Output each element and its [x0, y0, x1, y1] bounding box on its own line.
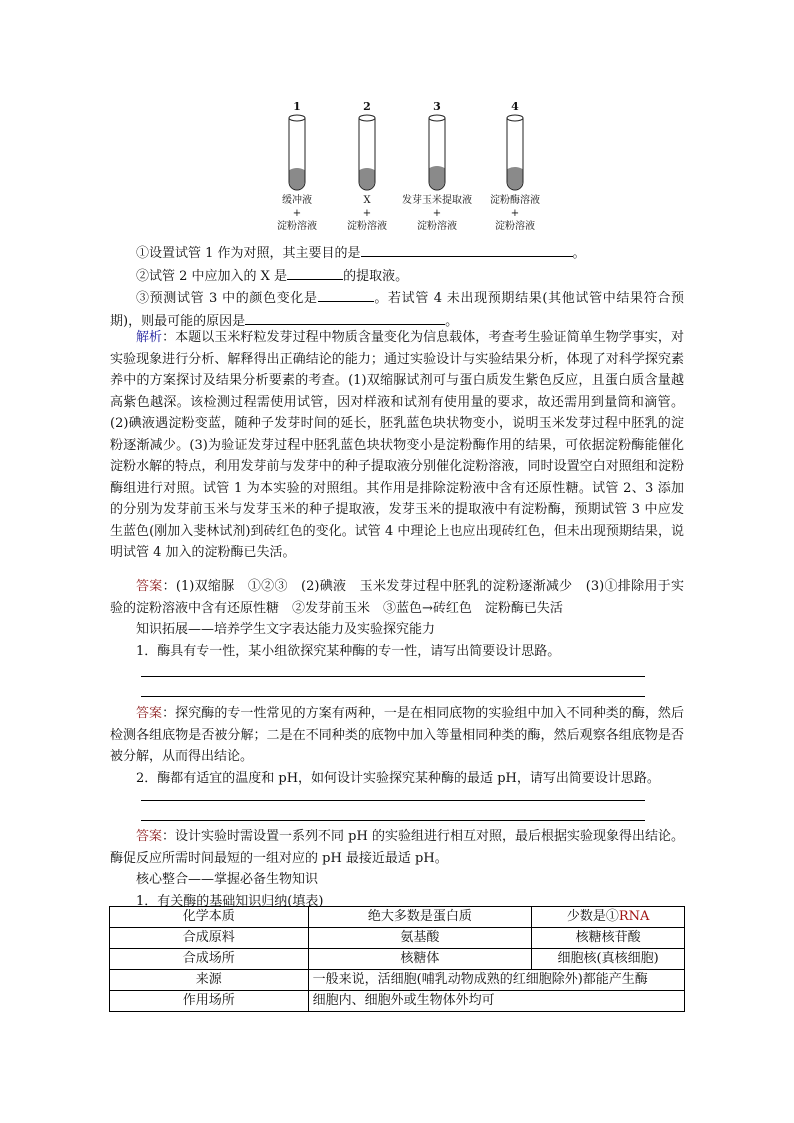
tube-label: 淀粉溶液: [347, 221, 387, 232]
tube-label: +: [362, 208, 372, 219]
answer-paragraph: 答案：(1)双缩脲 ①②③ (2)碘液 玉米发芽过程中胚乳的淀粉逐渐减少 (3)①排除用于实验的淀粉溶液中含有还原性糖 ②发芽前玉米 ③蓝色→砖红色 淀粉酶已失活: [110, 579, 684, 616]
tube-label: X: [363, 195, 371, 206]
table-cell: 细胞内、细胞外或生物体外均可: [308, 991, 684, 1012]
tube-number: 1: [293, 100, 301, 113]
answer-text: (1)双缩脲 ①②③ (2)碘液 玉米发芽过程中胚乳的淀粉逐渐减少 (3)①排除用于实验的淀粉溶液中含有还原性糖 ②发芽前玉米 ③蓝色→砖红色 淀粉酶已失活: [110, 579, 684, 616]
extend-question-1: 1．酶具有专一性，某小组欲探究某种酶的专一性，请写出简要设计思路。: [136, 643, 561, 659]
test-tube-4: [475, 100, 555, 233]
question-2: ②试管 2 中应加入的 X 是 的提取液。: [110, 265, 684, 288]
answer-blank[interactable]: [318, 287, 374, 302]
answer-blank[interactable]: [287, 265, 343, 280]
tube-label: +: [510, 208, 520, 219]
filled-answer: RNA: [618, 909, 650, 924]
table-cell: 细胞核(真核细胞): [532, 949, 685, 970]
tube-label: +: [432, 208, 442, 219]
table-cell: 绝大多数是蛋白质: [308, 907, 532, 928]
row-header: 合成场所: [110, 949, 309, 970]
test-tube-figure: [270, 100, 560, 235]
answer-block-1: [110, 576, 684, 662]
tube-number: 4: [511, 100, 519, 113]
test-tube-icon: [357, 114, 377, 194]
tube-label: 淀粉溶液: [417, 221, 457, 232]
row-header: 合成原料: [110, 928, 309, 949]
question-3: ③预测试管 3 中的颜色变化是 。若试管 4 未出现预期结果(其他试管中结果符合预期)，则最可能的原因是 。: [110, 287, 684, 332]
extend-question-2: 2．酶都有适宜的温度和 pH，如何设计实验探究某种酶的最适 pH，请写出简要设计思路。: [136, 770, 660, 786]
section-title-extend: 知识拓展——培养学生文字表达能力及实验探究能力: [136, 622, 436, 637]
tube-label: 淀粉酶溶液: [490, 195, 540, 206]
answer-line[interactable]: [141, 820, 645, 821]
extend-answer-2-block: [110, 826, 684, 912]
answer-label: 答案: [136, 829, 163, 844]
test-tube-icon: [427, 114, 447, 194]
row-header: 作用场所: [110, 991, 309, 1012]
table-title: 1．有关酶的基础知识归纳(填表): [136, 893, 324, 909]
test-tube-2: [327, 100, 407, 233]
table-row: [110, 991, 685, 1012]
tube-label: 发芽玉米提取液: [402, 195, 472, 206]
row-header: 化学本质: [110, 907, 309, 928]
answer-paragraph: 答案：设计实验时需设置一系列不同 pH 的实验组进行相互对照，最后根据实验现象得出结论。酶促反应所需时间最短的一组对应的 pH 最接近最适 pH。: [110, 829, 684, 866]
analysis-paragraph: 解析：本题以玉米籽粒发芽过程中物质含量变化为信息载体，考查考生验证简单生物学事实，对实验现象进行分析、解释得出正确结论的能力；通过实验设计与实验结果分析，体现了对科学探究素养中的方案探讨及结果分析要素的考查。(1)双缩脲试剂可与蛋白质发生紫色反应，且蛋白质含量越高紫色越深。该检测过程需使用试管，因对样液和试剂有使用量的要求，故还需用到量筒和滴管。(2)碘液遇淀粉变蓝，随种子发芽时间的延长，胚乳蓝色块状物变小，说明玉米发芽过程中胚乳的淀粉逐渐减少。(3)为验证发芽过程中胚乳蓝色块状物变小是淀粉酶作用的结果，可依据淀粉酶能催化淀粉水解的特点，利用发芽前与发芽中的种子提取液分别催化淀粉溶液，同时设置空白对照组和淀粉酶组进行对照。试管 1 为本实验的对照组。其作用是排除淀粉液中含有还原性糖。试管 2、3 添加的分别为发芽前玉米与发芽玉米的种子提取液，发芽玉米的提取液中有淀粉酶，预期试管 3 中应发生蓝色(刚加入斐林试剂)到砖红色的变化。试管 4 中理论上也应出现砖红色，但未出现预期结果，说明试管 4 加入的淀粉酶已失活。: [110, 330, 684, 560]
table-row: [110, 949, 685, 970]
analysis-block: [110, 327, 684, 564]
table-cell: 一般来说，活细胞(哺乳动物成熟的红细胞除外)都能产生酶: [308, 970, 684, 991]
extend-answer-1-block: [110, 703, 684, 789]
questions-block: [110, 242, 684, 332]
test-tube-3: [397, 100, 477, 233]
answer-line[interactable]: [141, 696, 645, 697]
table-cell: 氨基酸: [308, 928, 532, 949]
answer-line[interactable]: [141, 800, 645, 801]
tube-label: 淀粉溶液: [277, 221, 317, 232]
table-cell: 核糖核苷酸: [532, 928, 685, 949]
test-tube-1: [257, 100, 337, 233]
answer-blank[interactable]: [245, 310, 445, 325]
analysis-label: 解析: [136, 330, 163, 345]
answer-line[interactable]: [141, 676, 645, 677]
table-row: [110, 907, 685, 928]
tube-label: +: [292, 208, 302, 219]
table-cell: 少数是①RNA: [532, 907, 685, 928]
test-tube-icon: [505, 114, 525, 194]
answer-label: 答案: [136, 579, 163, 594]
test-tube-icon: [287, 114, 307, 194]
row-header: 来源: [110, 970, 309, 991]
tube-label: 缓冲液: [282, 195, 312, 206]
tube-label: 淀粉溶液: [495, 221, 535, 232]
enzyme-summary-table: [109, 906, 685, 1012]
answer-blank[interactable]: [361, 242, 573, 257]
tube-number: 2: [363, 100, 371, 113]
section-title-core: 核心整合——掌握必备生物知识: [136, 872, 319, 887]
question-1: ①设置试管 1 作为对照，其主要目的是 。: [110, 242, 684, 265]
answer-label: 答案: [136, 706, 163, 721]
tube-number: 3: [433, 100, 441, 113]
table-row: [110, 928, 685, 949]
table-cell: 核糖体: [308, 949, 532, 970]
table-row: [110, 970, 685, 991]
analysis-text: 本题以玉米籽粒发芽过程中物质含量变化为信息载体，考查考生验证简单生物学事实，对实验现象进行分析、解释得出正确结论的能力；通过实验设计与实验结果分析，体现了对科学探究素养中的方案探讨及结果分析要素的考查。(1)双缩脲试剂可与蛋白质发生紫色反应，且蛋白质含量越高紫色越深。该检测过程需使用试管，因对样液和试剂有使用量的要求，故还需用到量筒和滴管。(2)碘液遇淀粉变蓝，随种子发芽时间的延长，胚乳蓝色块状物变小，说明玉米发芽过程中胚乳的淀粉逐渐减少。(3)为验证发芽过程中胚乳蓝色块状物变小是淀粉酶作用的结果，可依据淀粉酶能催化淀粉水解的特点，利用发芽前与发芽中的种子提取液分别催化淀粉溶液，同时设置空白对照组和淀粉酶组进行对照。试管 1 为本实验的对照组。其作用是排除淀粉液中含有还原性糖。试管 2、3 添加的分别为发芽前玉米与发芽玉米的种子提取液，发芽玉米的提取液中有淀粉酶，预期试管 3 中应发生蓝色(刚加入斐林试剂)到砖红色的变化。试管 4 中理论上也应出现砖红色，但未出现预期结果，说明试管 4 加入的淀粉酶已失活。: [110, 330, 684, 560]
answer-paragraph: 答案：探究酶的专一性常见的方案有两种，一是在相同底物的实验组中加入不同种类的酶，然后检测各组底物是否被分解；二是在不同种类的底物中加入等量相同种类的酶，然后观察各组底物是否被分解，从而得出结论。: [110, 706, 684, 764]
